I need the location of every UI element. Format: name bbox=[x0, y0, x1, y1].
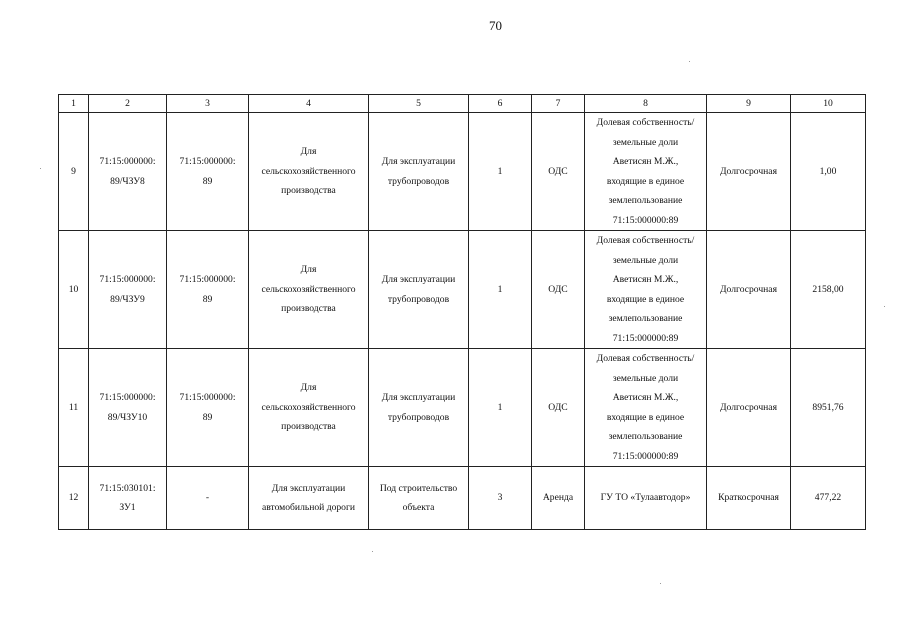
quantity-cell: 1 bbox=[469, 231, 532, 349]
cell-text-line: 89/ЧЗУ10 bbox=[107, 411, 148, 423]
cell-text-line: земельные доли bbox=[612, 372, 679, 384]
area-cell: 477,22 bbox=[791, 467, 866, 530]
cell-text-line: производства bbox=[281, 303, 336, 315]
cell-text-line: Для bbox=[300, 264, 317, 276]
parent-plot-cell bbox=[167, 467, 249, 530]
cell-text-line: производства bbox=[281, 185, 336, 197]
owner-cell bbox=[585, 231, 707, 349]
cell-text-line: Для эксплуатации bbox=[271, 482, 346, 494]
zone-number-cell bbox=[89, 349, 167, 467]
cell-text-line: 71:15:000000:89 bbox=[612, 332, 679, 344]
cell-text-line: сельскохозяйственного bbox=[261, 401, 356, 413]
land-category-cell bbox=[249, 349, 369, 467]
cell-text-line: 71:15:000000: bbox=[179, 392, 236, 403]
term-cell: Долгосрочная bbox=[707, 231, 791, 349]
cell-text-line: Для эксплуатации bbox=[381, 392, 456, 403]
column-header: 8 bbox=[585, 95, 707, 113]
cell-text-line: Долевая собственность/ bbox=[596, 117, 695, 128]
cell-text-line: землепользование bbox=[608, 431, 683, 442]
row-number-cell: 11 bbox=[59, 349, 89, 467]
cell-text-line: Аветисян М.Ж., bbox=[612, 156, 679, 167]
right-type-cell: ОДС bbox=[532, 113, 585, 231]
column-header: 3 bbox=[167, 95, 249, 113]
permitted-use-cell bbox=[369, 349, 469, 467]
table-row bbox=[59, 467, 866, 530]
column-header: 2 bbox=[89, 95, 167, 113]
row-number-cell: 12 bbox=[59, 467, 89, 530]
cell-text-line: Аветисян М.Ж., bbox=[612, 392, 679, 403]
area-cell: 1,00 bbox=[791, 113, 866, 231]
cell-text-line: ГУ ТО «Тулаавтодор» bbox=[600, 492, 691, 504]
zone-number-cell bbox=[89, 113, 167, 231]
permitted-use-cell bbox=[369, 113, 469, 231]
term-cell: Краткосрочная bbox=[707, 467, 791, 530]
column-header: 10 bbox=[791, 95, 866, 113]
cell-text-line: 89/ЧЗУ9 bbox=[110, 293, 145, 305]
cell-text-line: 89 bbox=[202, 175, 213, 187]
area-cell: 8951,76 bbox=[791, 349, 866, 467]
cell-text-line: Для эксплуатации bbox=[381, 156, 456, 167]
column-header: 1 bbox=[59, 95, 89, 113]
cell-text-line: 89 bbox=[202, 411, 213, 423]
cell-text-line: объекта bbox=[402, 502, 435, 513]
table-row bbox=[59, 231, 866, 349]
cell-text-line: сельскохозяйственного bbox=[261, 283, 356, 295]
cell-text-line: 71:15:000000: bbox=[99, 156, 156, 167]
permitted-use-cell bbox=[369, 467, 469, 530]
quantity-cell: 3 bbox=[469, 467, 532, 530]
cell-text-line: Для эксплуатации bbox=[381, 274, 456, 285]
cell-text-line: 71:15:000000: bbox=[99, 274, 156, 285]
right-type-cell: ОДС bbox=[532, 231, 585, 349]
table-row bbox=[59, 349, 866, 467]
owner-cell bbox=[585, 467, 707, 530]
quantity-cell: 1 bbox=[469, 349, 532, 467]
cell-text-line: 71:15:000000: bbox=[179, 156, 236, 167]
scan-speck bbox=[884, 306, 885, 307]
cell-text-line: сельскохозяйственного bbox=[261, 165, 356, 177]
parent-plot-cell bbox=[167, 349, 249, 467]
scan-speck bbox=[40, 168, 41, 169]
cell-text-line: Долевая собственность/ bbox=[596, 353, 695, 364]
parent-plot-cell bbox=[167, 231, 249, 349]
cell-text-line: ЗУ1 bbox=[119, 502, 136, 513]
term-cell: Долгосрочная bbox=[707, 113, 791, 231]
permitted-use-cell bbox=[369, 231, 469, 349]
cell-text-line: Долевая собственность/ bbox=[596, 235, 695, 246]
right-type-cell: ОДС bbox=[532, 349, 585, 467]
cell-text-line: автомобильной дороги bbox=[261, 502, 356, 513]
right-type-cell: Аренда bbox=[532, 467, 585, 530]
column-header: 7 bbox=[532, 95, 585, 113]
cell-text-line: 71:15:000000: bbox=[179, 274, 236, 285]
cell-text-line: 71:15:000000:89 bbox=[612, 214, 679, 226]
cell-text-line: трубопроводов bbox=[387, 411, 450, 423]
cell-text-line: Аветисян М.Ж., bbox=[612, 274, 679, 285]
land-plots-table bbox=[58, 94, 866, 530]
land-category-cell bbox=[249, 231, 369, 349]
row-number-cell: 10 bbox=[59, 231, 89, 349]
scan-speck bbox=[689, 61, 690, 62]
cell-text-line: производства bbox=[281, 421, 336, 433]
scan-speck bbox=[372, 551, 373, 552]
parent-plot-cell bbox=[167, 113, 249, 231]
cell-text-line: земельные доли bbox=[612, 254, 679, 266]
cell-text-line: 71:15:000000:89 bbox=[612, 450, 679, 462]
zone-number-cell bbox=[89, 231, 167, 349]
cell-text-line: входящие в единое bbox=[606, 175, 685, 187]
cell-text-line: трубопроводов bbox=[387, 293, 450, 305]
owner-cell bbox=[585, 349, 707, 467]
column-header: 5 bbox=[369, 95, 469, 113]
page-number: 70 bbox=[489, 18, 502, 33]
row-number-cell: 9 bbox=[59, 113, 89, 231]
cell-text-line: 71:15:000000: bbox=[99, 392, 156, 403]
scan-speck bbox=[660, 583, 661, 584]
zone-number-cell bbox=[89, 467, 167, 530]
cell-text-line: 71:15:030101: bbox=[99, 482, 156, 494]
land-category-cell bbox=[249, 467, 369, 530]
column-header: 9 bbox=[707, 95, 791, 113]
cell-text-line: Под строительство bbox=[379, 482, 458, 494]
cell-text-line: входящие в единое bbox=[606, 411, 685, 423]
table-row bbox=[59, 113, 866, 231]
cell-text-line: входящие в единое bbox=[606, 293, 685, 305]
land-category-cell bbox=[249, 113, 369, 231]
cell-text-line: трубопроводов bbox=[387, 175, 450, 187]
owner-cell bbox=[585, 113, 707, 231]
area-cell: 2158,00 bbox=[791, 231, 866, 349]
cell-text-line: - bbox=[205, 492, 210, 504]
cell-text-line: Для bbox=[300, 382, 317, 394]
term-cell: Долгосрочная bbox=[707, 349, 791, 467]
header-row bbox=[59, 95, 866, 113]
quantity-cell: 1 bbox=[469, 113, 532, 231]
cell-text-line: землепользование bbox=[608, 195, 683, 206]
cell-text-line: 89 bbox=[202, 293, 213, 305]
cell-text-line: земельные доли bbox=[612, 136, 679, 148]
column-header: 6 bbox=[469, 95, 532, 113]
cell-text-line: землепользование bbox=[608, 313, 683, 324]
column-header: 4 bbox=[249, 95, 369, 113]
cell-text-line: Для bbox=[300, 146, 317, 158]
cell-text-line: 89/ЧЗУ8 bbox=[110, 175, 145, 187]
